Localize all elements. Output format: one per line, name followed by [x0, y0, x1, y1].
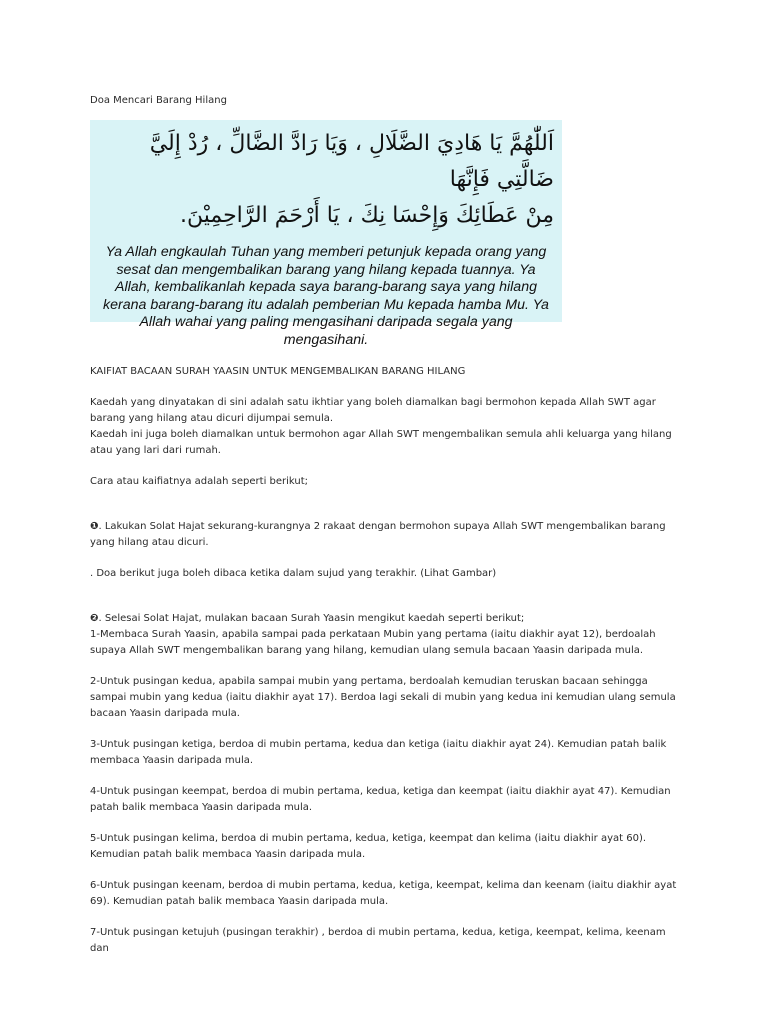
round-item: 5-Untuk pusingan kelima, berdoa di mubin pertama, kedua, ketiga, keempat dan kelima (iaitu diakhir ayat 60). Kemudian patah balik membaca Yaasin daripada mula. [90, 833, 647, 860]
round-item: 2-Untuk pusingan kedua, apabila sampai mubin yang pertama, berdoalah kemudian teruskan bacaan sehingga sampai mubin yang kedua (iaitu diakhir ayat 17). Berdoa lagi sekali di mubin yang kedua ini kemudian ulang semula bacaan Yaasin daripada mula. [90, 676, 676, 719]
step-1-text: . Lakukan Solat Hajat sekurang-kurangnya 2 rakaat dengan bermohon supaya Allah SWT mengembalikan barang yang hilang atau dicuri. [90, 521, 666, 548]
step-1-note: . Doa berikut juga boleh dibaca ketika dalam sujud yang terakhir. (Lihat Gambar) [90, 568, 497, 579]
intro-paragraph-1: Kaedah yang dinyatakan di sini adalah satu ikhtiar yang boleh diamalkan bagi bermohon kepada Allah SWT agar barang yang hilang atau dicuri dijumpai semula. [90, 397, 656, 424]
round-item: 4-Untuk pusingan keempat, berdoa di mubin pertama, kedua, ketiga dan keempat (iaitu diakhir ayat 47). Kemudian patah balik membaca Yaasin daripada mula. [90, 786, 671, 813]
doa-arabic-line-1: اَللّٰهُمَّ يَا هَادِيَ الضَّلَالِ ، وَيَا رَادَّ الضَّالِّ ، رُدْ إِلَيَّ ضَالَّتِي فَإِنَّهَا [149, 131, 554, 192]
document-title: Doa Mencari Barang Hilang [90, 95, 227, 106]
round-item: 7-Untuk pusingan ketujuh (pusingan terakhir) , berdoa di mubin pertama, kedua, ketiga, keempat, kelima, keenam dan [90, 927, 666, 954]
doa-translation: Ya Allah engkaulah Tuhan yang memberi petunjuk kepada orang yang sesat dan mengembalikan barang yang hilang kepada tuannya. Ya Allah, kembalikanlah kepada saya barang-barang saya yang hilang kerana barang-barang itu adalah pemberian Mu kepada hamba Mu. Ya Allah wahai yang paling mengasihani daripada segala yang mengasihani. [103, 244, 549, 348]
round-item: 1-Membaca Surah Yaasin, apabila sampai pada perkataan Mubin yang pertama (iaitu diakhir ayat 12), berdoalah supaya Allah SWT mengembalikan barang yang hilang, kemudian ulang semula bacaan Yaasin daripada mula. [90, 629, 656, 656]
intro-paragraph-2: Kaedah ini juga boleh diamalkan untuk bermohon agar Allah SWT mengembalikan semula ahli keluarga yang hilang atau yang lari dari rumah. [90, 429, 672, 456]
intro-paragraph-3: Cara atau kaifiatnya adalah seperti berikut; [90, 476, 309, 487]
round-item: 3-Untuk pusingan ketiga, berdoa di mubin pertama, kedua dan ketiga (iaitu diakhir ayat 24). Kemudian patah balik membaca Yaasin daripada mula. [90, 739, 667, 766]
step-2 [90, 611, 680, 627]
round-item: 6-Untuk pusingan keenam, berdoa di mubin pertama, kedua, ketiga, keempat, kelima dan keenam (iaitu diakhir ayat 69). Kemudian patah balik membaca Yaasin daripada mula. [90, 880, 677, 907]
step-1 [90, 519, 680, 551]
article-body [90, 364, 680, 972]
step-2-text: . Selesai Solat Hajat, mulakan bacaan Surah Yaasin mengikut kaedah seperti berikut; [98, 613, 525, 624]
doa-image [90, 120, 562, 348]
step-1-bullet: ❶ [90, 521, 99, 532]
doa-arabic-line-2: مِنْ عَطَائِكَ وَإِحْسَا نِكَ ، يَا أَرْحَمَ الرَّاحِمِيْنَ. [179, 203, 554, 228]
step-2-bullet: ❷ [90, 613, 99, 624]
section-heading: KAIFIAT BACAAN SURAH YAASIN UNTUK MENGEMBALIKAN BARANG HILANG [90, 366, 466, 377]
